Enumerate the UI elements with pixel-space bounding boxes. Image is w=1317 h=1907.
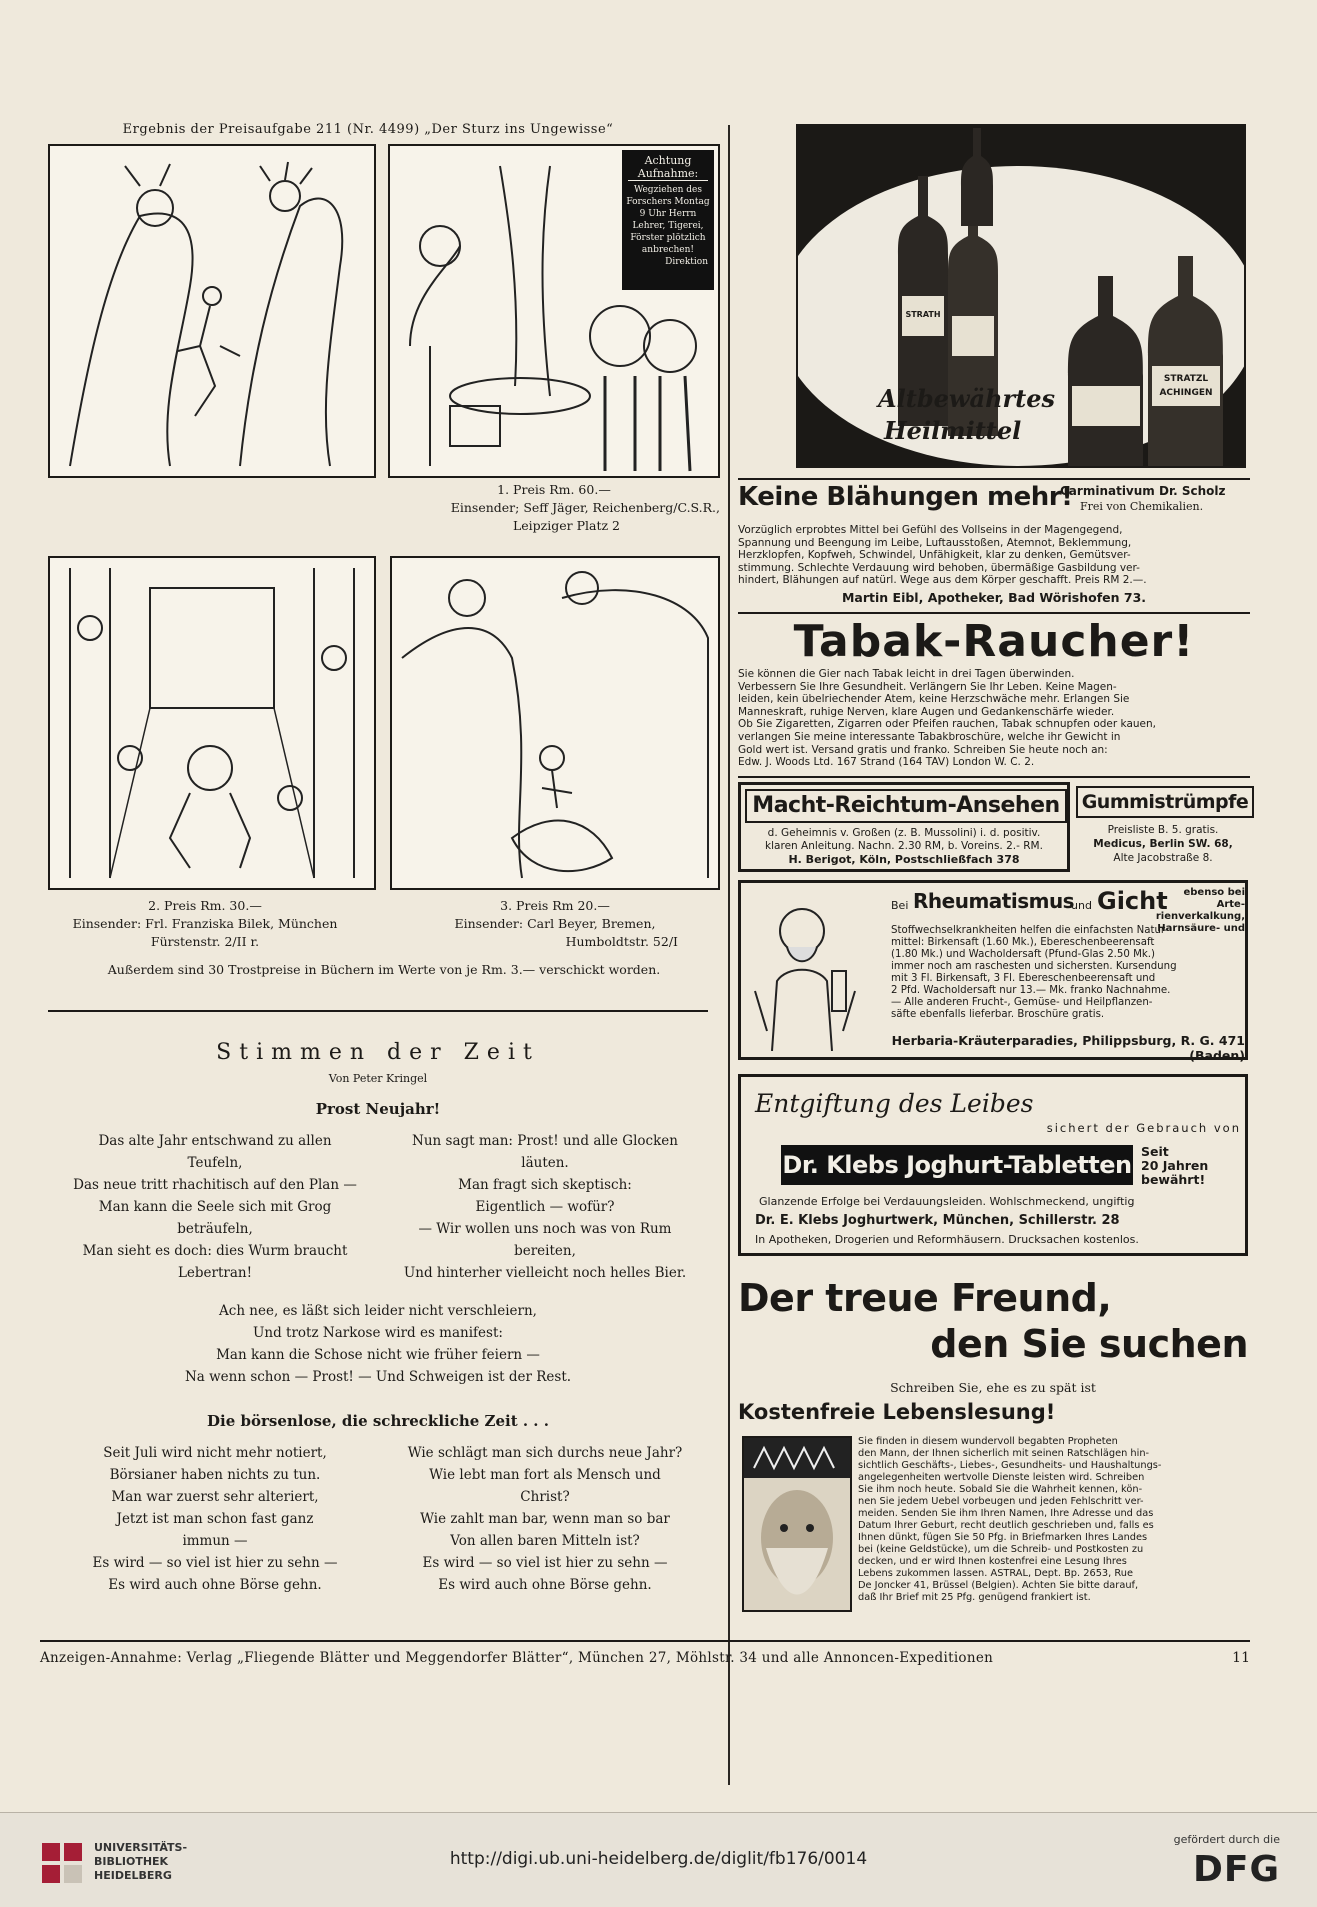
cartoon-sign (622, 150, 714, 290)
prize1-address: Leipziger Platz 2 (512, 518, 620, 533)
section-divider (48, 1010, 708, 1012)
ad-bottles (796, 124, 1246, 468)
gummi-body: Preisliste B. 5. gratis. (1107, 824, 1219, 836)
body-line: sichtlich Geschäfts-, Liebes-, Gesundheits- und Haushaltungs- (858, 1460, 1162, 1471)
blahungen-product: Carminativum Dr. Scholz (1060, 484, 1226, 498)
body-line: Lebens zukommen lassen. ASTRAL, Dept. Bp. 2653, Rue (858, 1568, 1133, 1579)
body-line: angelegenheiten wertvolle Dienste leisten wird. Schreiben (858, 1472, 1145, 1483)
poem-title: Stimmen der Zeit (216, 1040, 540, 1065)
body-line: d. Geheimnis v. Großen (z. B. Mussolini) i. d. positiv. (767, 827, 1041, 839)
gummi-headline: Gummistrümpfe (1076, 786, 1254, 818)
body-line: bei (keine Geldstücke), um die Schreib- und Postkosten zu (858, 1544, 1144, 1555)
sign-note-line: Lehrer, Tigerei, (632, 221, 704, 231)
body-line: (1.80 Mk.) und Wacholdersaft (Pfund-Glas 2.50 Mk.) (891, 949, 1156, 960)
blahungen-product-sub: Frei von Chemikalien. (1080, 500, 1204, 513)
body-line: klaren Anleitung. Nachn. 2.30 RM, b. Voreins. 2.- RM. (765, 840, 1043, 852)
prophet-portrait (742, 1436, 852, 1612)
sign-note-line: Direktion (665, 257, 708, 267)
portrait-drawing (744, 1438, 850, 1610)
blahungen-body (738, 524, 1250, 587)
poem-line: Man kann die Schose nicht wie früher feiern — (216, 1347, 540, 1363)
body-line: Vorzüglich erprobtes Mittel bei Gefühl des Vollseins in der Magengegend, (738, 524, 1123, 536)
poem-line: — Wir wollen uns noch was von Rum (418, 1221, 672, 1237)
freund-body (858, 1436, 1248, 1604)
poem-line: Teufeln, (187, 1155, 243, 1171)
cartoon-drawing-1 (50, 146, 374, 476)
prize1-sender: Einsender; Seff Jäger, Reichenberg/C.S.R., (450, 500, 720, 515)
poem-heading-2: Die börsenlose, die schreckliche Zeit . . . (207, 1412, 549, 1430)
poem-line: Ach nee, es läßt sich leider nicht verschleiern, (219, 1303, 537, 1319)
body-line: mittel: Birkensaft (1.60 Mk.), Ebereschenbeerensaft (891, 937, 1155, 948)
poem-line: Eigentlich — wofür? (475, 1199, 615, 1215)
library-line: BIBLIOTHEK (94, 1855, 169, 1868)
body-line: säfte ebenfalls lieferbar. Broschüre gratis. (891, 1009, 1105, 1020)
ad-divider (738, 612, 1250, 614)
klebs-footer: In Apotheken, Drogerien und Reformhäusern. Drucksachen kostenlos. (755, 1233, 1139, 1246)
body-line: Sie finden in diesem wundervoll begabten Propheten (858, 1436, 1118, 1447)
klebs-badge (1141, 1145, 1241, 1187)
blahungen-headline: Keine Blähungen mehr! (738, 482, 1073, 512)
cartoon-panel-4 (390, 556, 720, 890)
poem-line: Und hinterher vielleicht noch helles Bier. (403, 1265, 687, 1281)
poem-line: Wie zahlt man bar, wenn man so bar (420, 1511, 670, 1527)
ad-rheuma (738, 880, 1248, 1063)
badge-line: bewährt! (1141, 1172, 1206, 1187)
side-line: Harnsäure- und (1157, 923, 1245, 934)
sign-line: Aufnahme: (628, 167, 708, 181)
bottles-illustration (798, 126, 1244, 466)
prize2-address: Fürstenstr. 2/II r. (150, 934, 260, 949)
body-line: Verbessern Sie Ihre Gesundheit. Verlängern Sie Ihr Leben. Keine Magen- (738, 680, 1117, 693)
poem-line: Seit Juli wird nicht mehr notiert, (103, 1445, 327, 1461)
badge-line: 20 Jahren (1141, 1158, 1209, 1173)
body-line: mit 3 Fl. Birkensaft, 3 Fl. Ebereschenbeerensaft und (891, 973, 1156, 984)
poem-line: Christ? (520, 1489, 570, 1505)
macht-headline: Macht-Reichtum-Ansehen (745, 789, 1067, 823)
rheuma-word-2: Gicht (1097, 887, 1168, 915)
poem-line: Man war zuerst sehr alteriert, (111, 1489, 319, 1505)
library-line: HEIDELBERG (94, 1869, 172, 1882)
ad-klebs (738, 1074, 1248, 1256)
body-line: leiden, kein übelriechender Atem, keine Herzschwäche mehr. Erlangen Sie (738, 693, 1130, 706)
sign-note-line: anbrechen! (641, 245, 695, 255)
poem-line: Von allen baren Mitteln ist? (450, 1533, 640, 1549)
poem-line: bereiten, (514, 1243, 576, 1259)
body-line: — Alle anderen Frucht-, Gemüse- und Heilpflanzen- (891, 997, 1153, 1008)
poem-line: Man sieht es doch: dies Wurm braucht (82, 1243, 348, 1259)
poem-column-3 (60, 1442, 370, 1596)
poem-line: Es wird auch ohne Börse gehn. (438, 1577, 652, 1593)
sign-note-line: 9 Uhr Herrn (639, 209, 697, 219)
body-line: Herzklopfen, Kopfweh, Schwindel, Unfähigkeit, klar zu denken, Gemütsver- (738, 549, 1131, 562)
cartoon-panel-2 (388, 144, 720, 478)
body-line: Edw. J. Woods Ltd. 167 Strand (164 TAV) London W. C. 2. (738, 756, 1035, 769)
rheuma-word-1: Rheumatismus (913, 889, 1075, 913)
freund-heading: Kostenfreie Lebenslesung! (738, 1400, 1056, 1424)
body-line: hindert, Blähungen auf natürl. Wege aus dem Körper geschafft. Preis RM 2.—. (738, 574, 1147, 587)
body-line: decken, und er wird Ihnen kostenfrei eine Lesung Ihres (858, 1556, 1127, 1567)
body-line: Manneskraft, ruhige Nerven, klare Augen und Gedankenschärfe wieder. (738, 705, 1115, 718)
body-line: Stoffwechselkrankheiten helfen die einfachsten Natur- (891, 925, 1169, 936)
body-line: nen Sie jedem Uebel vorbeugen und jeden Fehlschritt ver- (858, 1496, 1144, 1507)
poem-line: Es wird — so viel ist hier zu sehn — (92, 1555, 338, 1571)
body-line: Spannung und Beengung im Leibe, Luftausstoßen, Atemnot, Beklemmung, (738, 536, 1132, 549)
cartoon-panel-3 (48, 556, 376, 890)
body-line: verlangen Sie meine interessante Tabakbroschüre, welche ihr Gewicht in (738, 730, 1121, 743)
ad-freund (738, 1276, 1250, 1630)
ad-divider (738, 478, 1250, 480)
funded-by-label: gefördert durch die (1173, 1833, 1280, 1846)
sign-note-line: Wegziehen des (633, 185, 703, 195)
freund-sub: Schreiben Sie, ehe es zu spät ist (890, 1380, 1096, 1395)
freund-headline-1: Der treue Freund, (738, 1276, 1112, 1320)
poem-column-1 (60, 1130, 370, 1284)
poem-line: immun — (182, 1533, 248, 1549)
consolation-note: Außerdem sind 30 Trostpreise in Büchern im Werte von je Rm. 3.— verschickt worden. (107, 962, 661, 977)
cartoon-drawing-3 (50, 558, 374, 888)
poem-column-2 (380, 1130, 710, 1284)
klebs-company: Dr. E. Klebs Joghurtwerk, München, Schillerstr. 28 (755, 1213, 1120, 1228)
tabak-headline: Tabak-Raucher! (793, 616, 1195, 667)
sign-note-line: Förster plötzlich (630, 233, 706, 243)
badge-line: Seit (1141, 1144, 1169, 1159)
poem-line: Jetzt ist man schon fast ganz (116, 1511, 314, 1527)
body-line: Sie ihm noch heute. Sobald Sie die Wahrheit kennen, kön- (858, 1484, 1143, 1495)
prize3-label: 3. Preis Rm 20.— (500, 898, 610, 913)
sign-line: Achtung (644, 154, 692, 167)
prize2-sender: Einsender: Frl. Franziska Bilek, München (72, 916, 338, 931)
page-number: 11 (1232, 1650, 1250, 1666)
ad-divider (738, 776, 1250, 778)
ad-macht (738, 782, 1070, 872)
rheuma-signature: Herbaria-Kräuterparadies, Philippsburg, R. G. 471 (Baden) (891, 1033, 1245, 1063)
bottle-label: ACHINGEN (1159, 388, 1213, 398)
gummi-company: Medicus, Berlin SW. 68, (1093, 838, 1233, 850)
doctor-illustration (747, 891, 867, 1051)
rheuma-bei: Bei (891, 899, 909, 912)
page-footer-rule (40, 1640, 1250, 1642)
poem-line: beträufeln, (177, 1221, 253, 1237)
library-line: UNIVERSITÄTS- (94, 1841, 188, 1854)
ad-gummi (1076, 782, 1250, 872)
body-line: Ob Sie Zigaretten, Zigarren oder Pfeifen rauchen, Tabak schnupfen oder kauen, (738, 718, 1156, 731)
poem-heading-1: Prost Neujahr! (315, 1100, 441, 1118)
rheuma-body (891, 925, 1245, 1021)
tabak-body (738, 668, 1250, 769)
cartoon-drawing-4 (392, 558, 718, 888)
poem-line: Wie schlägt man sich durchs neue Jahr? (407, 1445, 683, 1461)
poem-stanza (48, 1300, 708, 1388)
klebs-body: Glanzende Erfolge bei Verdauungsleiden. Wohlschmeckend, ungiftig (759, 1195, 1135, 1208)
bottle-label: STRATH (905, 310, 941, 319)
result-title: Ergebnis der Preisaufgabe 211 (Nr. 4499) „Der Sturz ins Ungewisse“ (122, 122, 614, 137)
poem-line: Börsianer haben nichts zu tun. (109, 1467, 321, 1483)
body-line: meiden. Senden Sie ihm Ihren Namen, Ihre Adresse und das (858, 1508, 1154, 1519)
poem-line: Man kann die Seele sich mit Grog (98, 1199, 332, 1215)
body-line: stimmung. Schlechte Verdauung wird behoben, übermäßige Gasbildung ver- (738, 561, 1140, 574)
gummi-address: Alte Jacobstraße 8. (1113, 852, 1213, 864)
dfg-logo: DFG (1192, 1849, 1280, 1890)
body-line: De Joncker 41, Brüssel (Belgien). Achten Sie bitte darauf, (858, 1580, 1139, 1591)
body-line: 2 Pfd. Wacholdersaft nur 13.— Mk. franko Nachnahme. (891, 985, 1171, 996)
column-divider (728, 125, 730, 1785)
sign-note-line: Forschers Montag (626, 197, 710, 207)
poem-line: läuten. (521, 1155, 569, 1171)
poem-author: Von Peter Kringel (328, 1072, 428, 1085)
prize2-label: 2. Preis Rm. 30.— (148, 898, 262, 913)
klebs-sub: sichert der Gebrauch von (1046, 1121, 1241, 1135)
blahungen-signature: Martin Eibl, Apotheker, Bad Wörishofen 73. (841, 590, 1147, 605)
poem-line: Das alte Jahr entschwand zu allen (98, 1133, 332, 1149)
poem-line: Es wird — so viel ist hier zu sehn — (422, 1555, 668, 1571)
body-line: Sie können die Gier nach Tabak leicht in drei Tagen überwinden. (738, 668, 1075, 680)
macht-signature: H. Berigot, Köln, Postschließfach 378 (788, 853, 1020, 866)
poem-line: Nun sagt man: Prost! und alle Glocken (412, 1133, 678, 1149)
prize1-label: 1. Preis Rm. 60.— (497, 482, 611, 497)
document-url-link[interactable]: http://digi.ub.uni-heidelberg.de/diglit/fb176/0014 (449, 1849, 868, 1869)
bottles-slogan-2: Heilmittel (884, 416, 1022, 445)
poem-line: Und trotz Narkose wird es manifest: (253, 1325, 503, 1341)
body-line: den Mann, der Ihnen sicherlich mit seinen Ratschlägen hin- (858, 1448, 1150, 1459)
body-line: daß Ihr Brief mit 25 Pfg. genügend frankiert ist. (858, 1592, 1091, 1603)
prize3-address: Humboldtstr. 52/I (565, 934, 678, 949)
poem-line: Lebertran! (177, 1265, 253, 1281)
cartoon-panel-1 (48, 144, 376, 478)
prize3-sender: Einsender: Carl Beyer, Bremen, (454, 916, 656, 931)
klebs-headline: Entgiftung des Leibes (755, 1089, 1034, 1118)
freund-headline-2: den Sie suchen (930, 1322, 1248, 1366)
poem-line: Man fragt sich skeptisch: (458, 1177, 632, 1193)
macht-body (745, 827, 1063, 853)
poem-column-4 (380, 1442, 710, 1596)
body-line: Datum Ihrer Geburt, recht deutlich geschrieben und, falls es (858, 1520, 1154, 1531)
klebs-brand: Dr. Klebs Joghurt-Tabletten (781, 1145, 1133, 1185)
body-line: Ihnen dünkt, fügen Sie 50 Pfg. in Briefmarken Ihres Landes (858, 1532, 1148, 1543)
body-line: Gold wert ist. Versand gratis und franko. Schreiben Sie heute noch an: (738, 743, 1108, 756)
poem-line: Na wenn schon — Prost! — Und Schweigen ist der Rest. (184, 1369, 572, 1385)
rheuma-und: und (1071, 899, 1092, 912)
page-footer-text: Anzeigen-Annahme: Verlag „Fliegende Blätter und Meggendorfer Blätter“, München 27, Möhlstr. 34 und alle Annoncen-Expeditionen (40, 1650, 994, 1666)
poem-line: Wie lebt man fort als Mensch und (429, 1467, 661, 1483)
poem-line: Es wird auch ohne Börse gehn. (108, 1577, 322, 1593)
side-line: ebenso bei Arte- (1183, 887, 1245, 910)
bottles-slogan-1: Altbewährtes (878, 384, 1056, 413)
viewer-footer (0, 1812, 1317, 1907)
side-line: rienverkalkung, (1155, 911, 1245, 922)
bottle-label: STRATZL (1163, 374, 1209, 384)
body-line: immer noch am raschesten und sichersten. Kursendung (891, 961, 1177, 972)
poem-line: Das neue tritt rhachitisch auf den Plan — (73, 1177, 357, 1193)
